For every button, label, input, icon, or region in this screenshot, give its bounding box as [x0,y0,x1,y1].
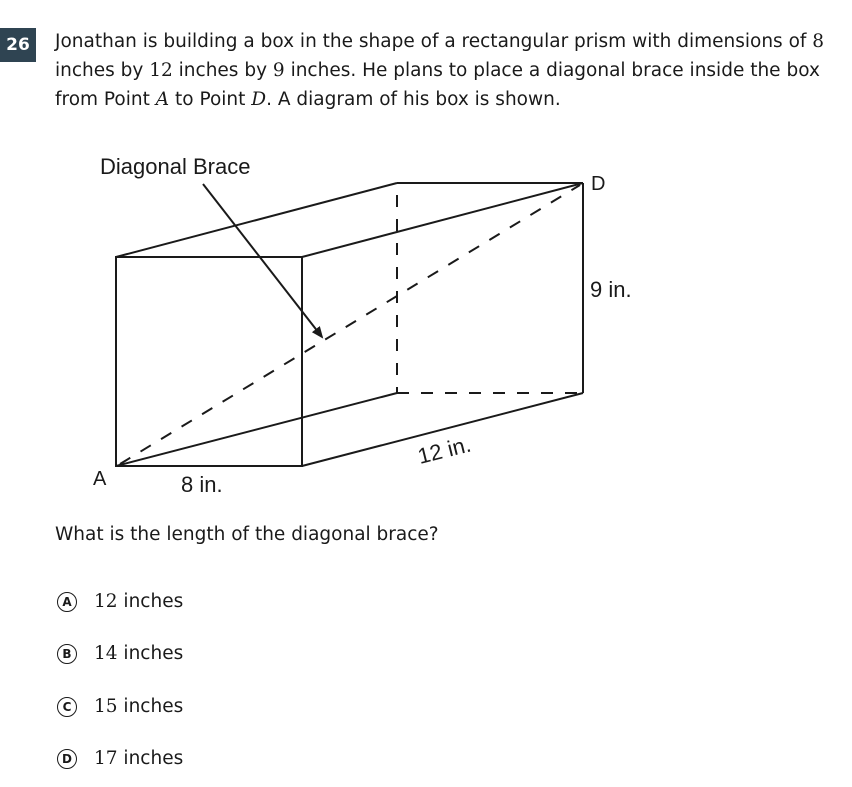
width-label: 8 in. [181,472,223,497]
choice-d-bubble[interactable]: D [57,749,77,769]
question-stem: Jonathan is building a box in the shape of a rectangular prism with dimensions of 8 inches by 12 inches by 9 inches. He plans to place a diagonal brace inside the box from Point A to Point D. A diagram of his box is shown. [55,31,825,110]
edge-bottom-left [116,393,397,466]
choice-c-bubble[interactable]: C [57,697,77,717]
point-a-label: A [93,468,107,490]
choice-b-text: 14 inches [94,643,184,664]
choice-d[interactable] [57,748,183,769]
choice-b-bubble[interactable]: B [57,644,77,664]
edge-top-left [116,183,397,257]
depth-label: 12 in. [415,431,474,469]
choice-b[interactable] [57,643,183,664]
diagonal-brace-line [120,185,580,464]
front-face [116,257,302,466]
choice-c-text: 15 inches [94,696,184,717]
choice-a[interactable] [57,591,183,612]
question-prompt: What is the length of the diagonal brace? [55,524,439,545]
point-d-label: D [591,173,606,195]
height-label: 9 in. [590,277,632,302]
choice-a-text: 12 inches [94,591,184,612]
edge-top-right [302,183,583,257]
choice-d-text: 17 inches [94,748,184,769]
choice-c[interactable] [57,696,183,717]
choice-a-bubble[interactable]: A [57,592,77,612]
question-number-badge: 26 [0,28,36,62]
diagonal-brace-label: Diagonal Brace [100,154,251,179]
